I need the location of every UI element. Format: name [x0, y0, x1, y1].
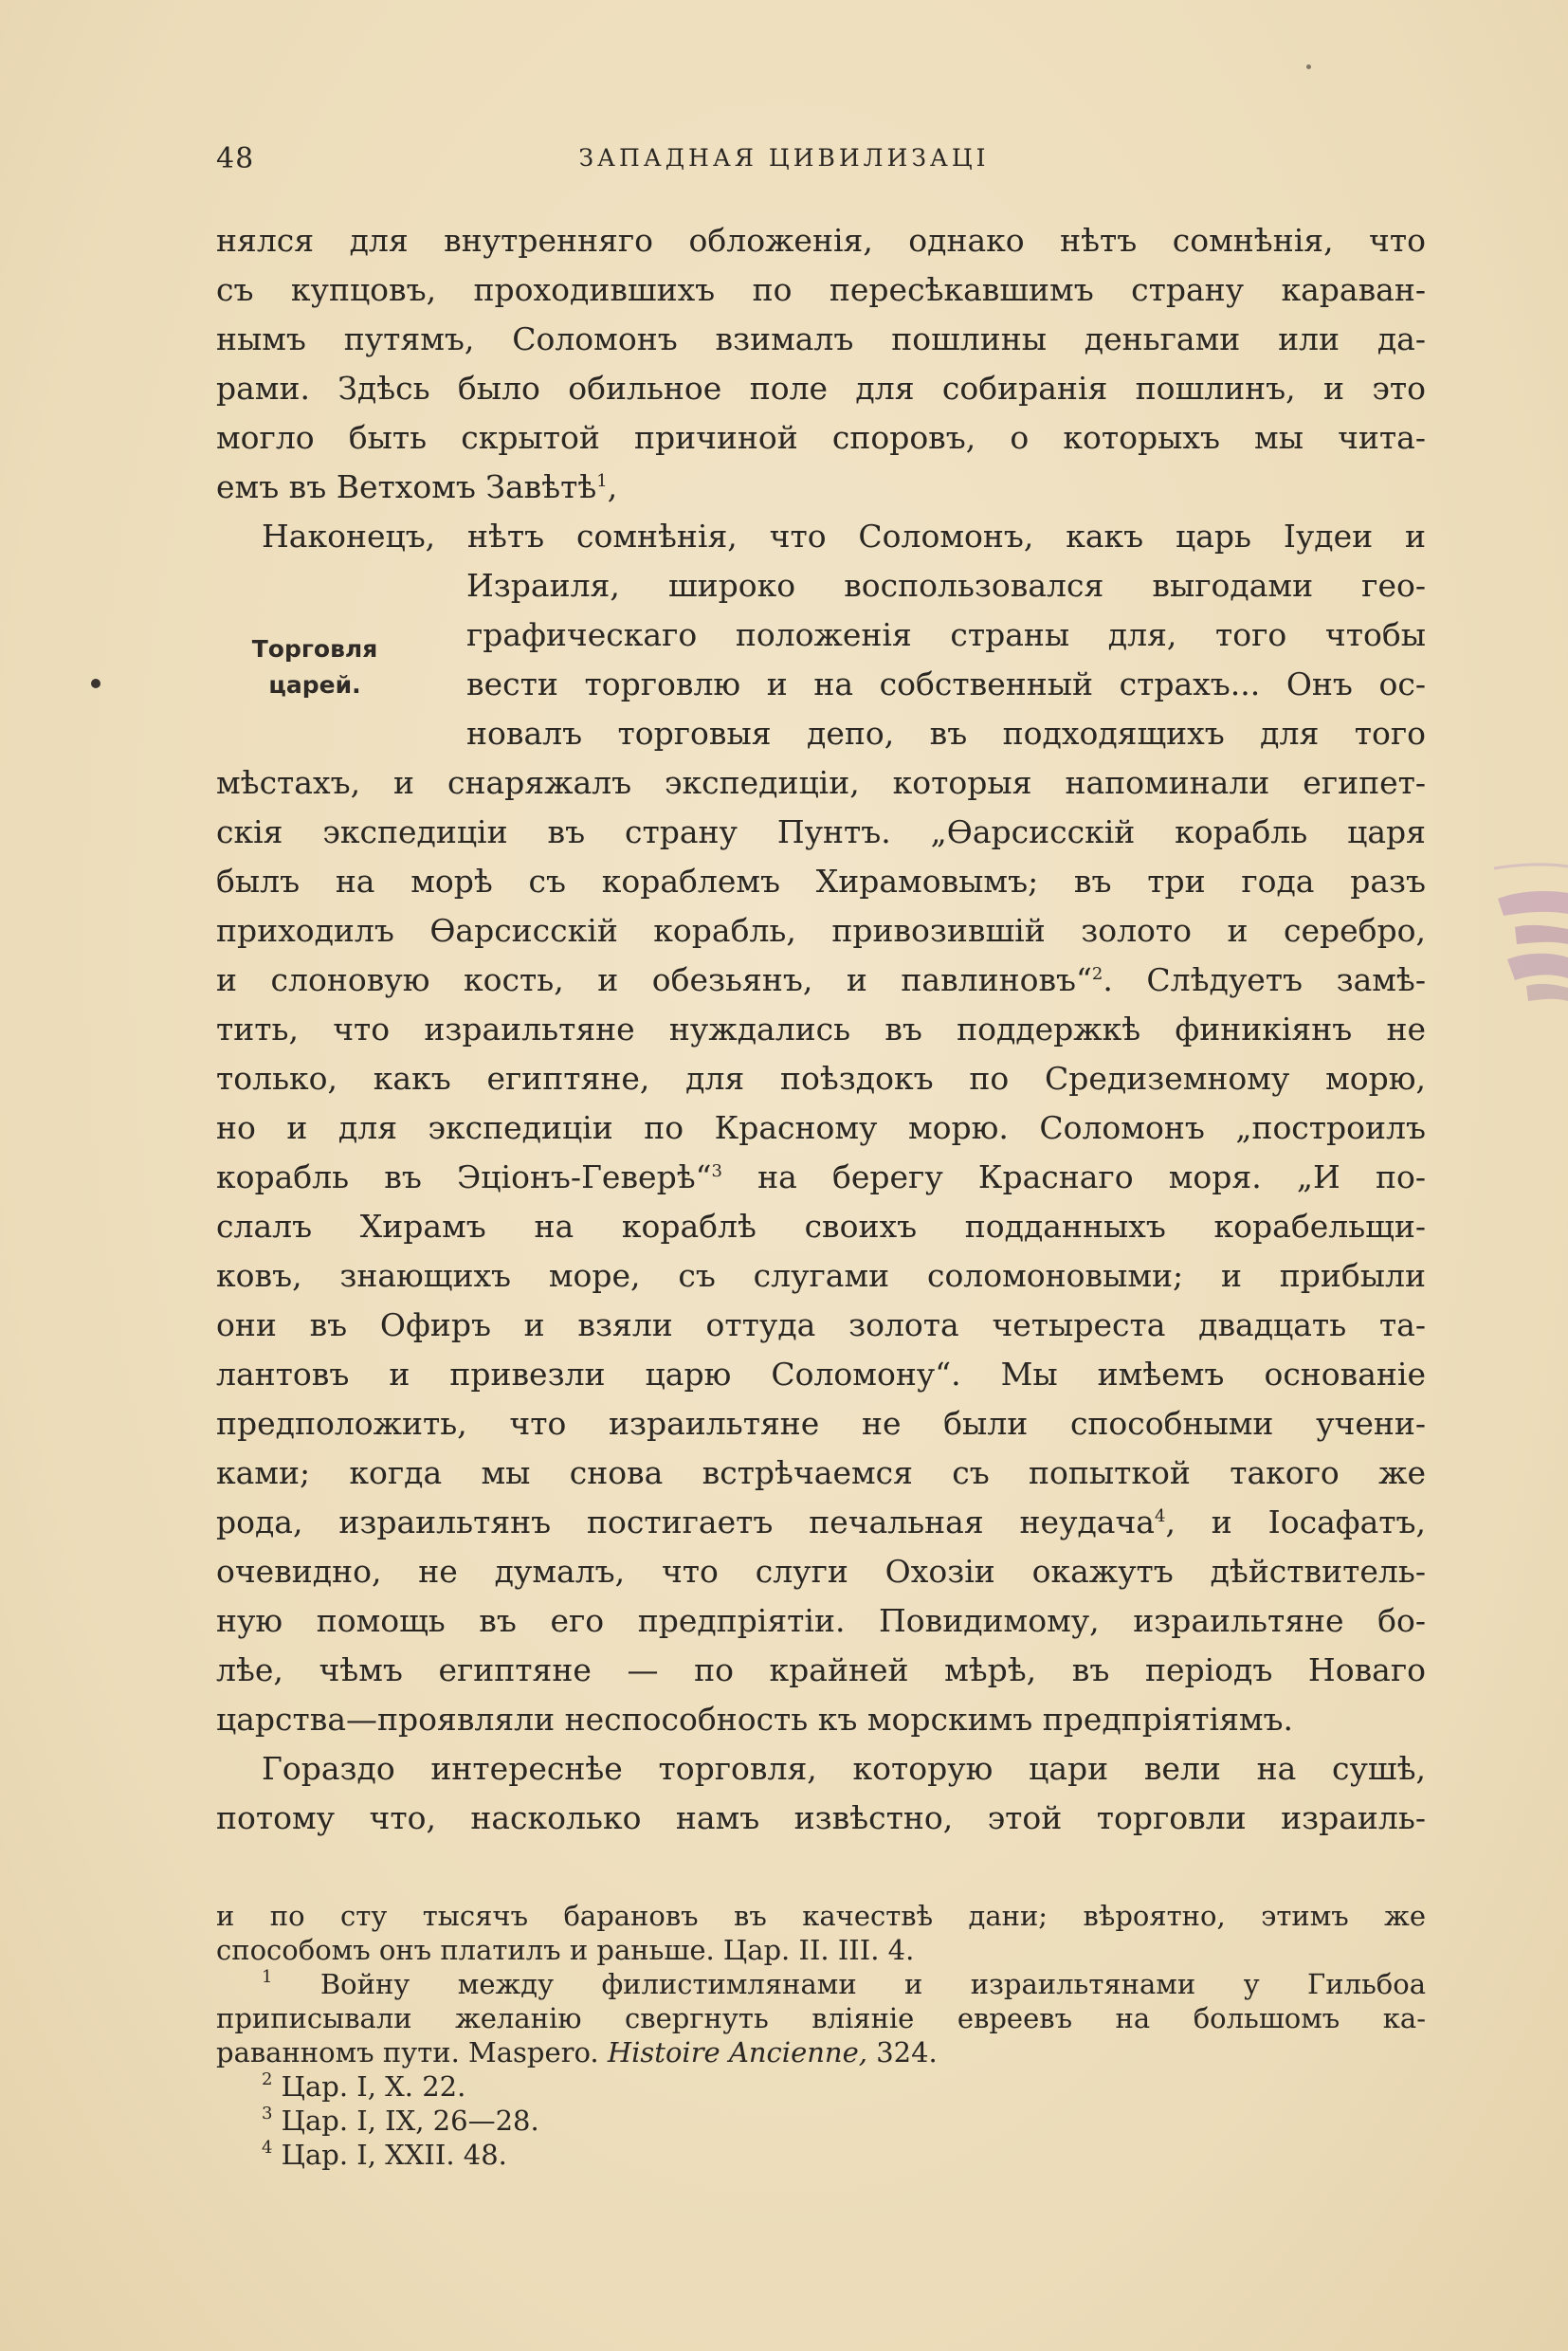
text-segment: , и Іосафатъ,: [1165, 1504, 1426, 1540]
text-line: ками; когда мы снова встрѣчаемся съ попыткой такого же: [216, 1454, 1426, 1491]
text-line: очевидно, не думалъ, что слуги Охозіи окажутъ дѣйствитель-: [216, 1553, 1426, 1590]
library-stamp-fragment: [1460, 853, 1568, 1014]
text-segment: рода, израильтянъ постигаетъ печальная неудача: [216, 1504, 1155, 1540]
footnote-mark: 2: [262, 2069, 273, 2089]
paragraph-start-line: Наконецъ, нѣтъ сомнѣнія, что Соломонъ, какъ царь Іудеи и: [262, 518, 1426, 555]
footnote-text: Войну между филистимлянами и израильтянами у Гильбоа: [272, 1968, 1426, 2000]
footnote-3: [216, 2104, 1426, 2138]
text-line: тить, что израильтяне нуждались въ поддержкѣ финикіянъ не: [216, 1011, 1426, 1048]
text-line: приходилъ Ѳарсисскій корабль, привозившій золото и серебро,: [216, 912, 1426, 949]
footnotes: [216, 1899, 1426, 2172]
footnote-line: [216, 2035, 1426, 2069]
text-line: новалъ торговыя депо, въ подходящихъ для того: [466, 715, 1426, 752]
text-line: скія экспедиціи въ страну Пунтъ. „Ѳарсисскій корабль царя: [216, 813, 1426, 850]
paragraph-start-line: Гораздо интереснѣе торговля, которую цари вели на сушѣ,: [262, 1750, 1426, 1787]
footnote-line: приписывали желанію свергнуть вліяніе евреевъ на большомъ ка-: [216, 2002, 1426, 2034]
text-line: только, какъ египтяне, для поѣздокъ по Средиземному морю,: [216, 1060, 1426, 1097]
footnote-mark: 1: [262, 1967, 273, 1987]
text-line: мѣстахъ, и снаряжалъ экспедиціи, которыя напоминали египет-: [216, 764, 1426, 801]
margin-note-line: царей.: [268, 671, 361, 699]
text-line: лантовъ и привезли царю Соломону“. Мы имѣемъ основаніе: [216, 1356, 1426, 1393]
footnote-ref: 3: [711, 1161, 722, 1181]
text-line: могло быть скрытой причиной споровъ, о которыхъ мы чита-: [216, 419, 1426, 456]
text-segment: емъ въ Ветхомъ Завѣтѣ: [216, 468, 597, 505]
footnote-text: Цар. I, XXII. 48.: [272, 2139, 507, 2171]
cited-work-title: Histoire Ancienne,: [607, 2036, 867, 2069]
text-line: графическаго положенія страны для, того чтобы: [466, 616, 1426, 653]
text-segment: ,: [607, 468, 618, 505]
footnote-text: Цар. I, X. 22.: [272, 2070, 466, 2103]
page-number: 48: [216, 142, 255, 175]
footnote-text: 324.: [866, 2036, 938, 2069]
footnote-text: Цар. I, IX, 26—28.: [272, 2105, 539, 2137]
footnote-mark: 3: [262, 2104, 273, 2123]
footnote-ref: 1: [596, 471, 608, 491]
text-line: [216, 956, 1426, 1005]
text-line: ковъ, знающихъ море, съ слугами соломоновыми; и прибыли: [216, 1257, 1426, 1294]
footnote-2: [216, 2069, 1426, 2104]
margin-note-line: Торговля: [251, 635, 378, 663]
text-line: царства—проявляли неспособность къ морскимъ предпріятіямъ.: [216, 1701, 1294, 1738]
text-line: рами. Здѣсь было обильное поле для собиранія пошлинъ, и это: [216, 370, 1426, 407]
footnote-line: способомъ онъ платилъ и раньше. Цар. II. III. 4.: [216, 1934, 915, 1966]
text-line: они въ Офиръ и взяли оттуда золота четыреста двадцать та-: [216, 1306, 1426, 1343]
text-line: былъ на морѣ съ кораблемъ Хирамовымъ; въ три года разъ: [216, 863, 1426, 900]
main-text: [216, 216, 1426, 1843]
text-line: лѣе, чѣмъ египтяне — по крайней мѣрѣ, въ періодъ Новаго: [216, 1651, 1426, 1688]
text-line: [216, 1498, 1426, 1547]
text-line: нымъ путямъ, Соломонъ взималъ пошлины деньгами или да-: [216, 320, 1426, 357]
text-segment: корабль въ Эціонъ-Геверѣ“: [216, 1158, 712, 1195]
text-line: вести торговлю и на собственный страхъ... Онъ ос-: [466, 665, 1426, 702]
text-line: но и для экспедиціи по Красному морю. Соломонъ „построилъ: [216, 1109, 1426, 1146]
text-line: слалъ Хирамъ на кораблѣ своихъ подданныхъ корабельщи-: [216, 1208, 1426, 1245]
text-line: [216, 1153, 1426, 1202]
ink-speck: [1306, 64, 1311, 69]
text-line: ную помощь въ его предпріятіи. Повидимому, израильтяне бо-: [216, 1602, 1426, 1639]
footnote-mark: 4: [262, 2138, 273, 2158]
text-segment: . Слѣдуетъ замѣ-: [1103, 961, 1426, 998]
text-line: нялся для внутренняго обложенія, однако нѣтъ сомнѣнія, что: [216, 222, 1426, 259]
text-segment: на берегу Краснаго моря. „И по-: [721, 1158, 1426, 1195]
footnote-ref: 4: [1154, 1506, 1166, 1526]
text-line: потому что, насколько намъ извѣстно, этой торговли израиль-: [216, 1799, 1426, 1836]
text-segment: и слоновую кость, и обезьянъ, и павлиновъ“: [216, 961, 1092, 998]
ink-speck: [91, 679, 100, 688]
footnote-text: раванномъ пути. Maspero.: [216, 2036, 608, 2069]
footnote-line: и по сту тысячъ барановъ въ качествѣ дани; вѣроятно, этимъ же: [216, 1900, 1426, 1932]
footnote-ref: 2: [1091, 964, 1103, 984]
footnote-1: [216, 1967, 1426, 2001]
text-line: [216, 463, 1426, 512]
text-line: предположить, что израильтяне не были способными учени-: [216, 1405, 1426, 1442]
running-title: ЗАПАДНАЯ ЦИВИЛИЗАЦІ: [578, 144, 990, 172]
text-line: Израиля, широко воспользовался выгодами гео-: [466, 567, 1426, 604]
text-line: съ купцовъ, проходившихъ по пересѣкавшимъ страну караван-: [216, 271, 1426, 308]
footnote-4: [216, 2138, 1426, 2172]
